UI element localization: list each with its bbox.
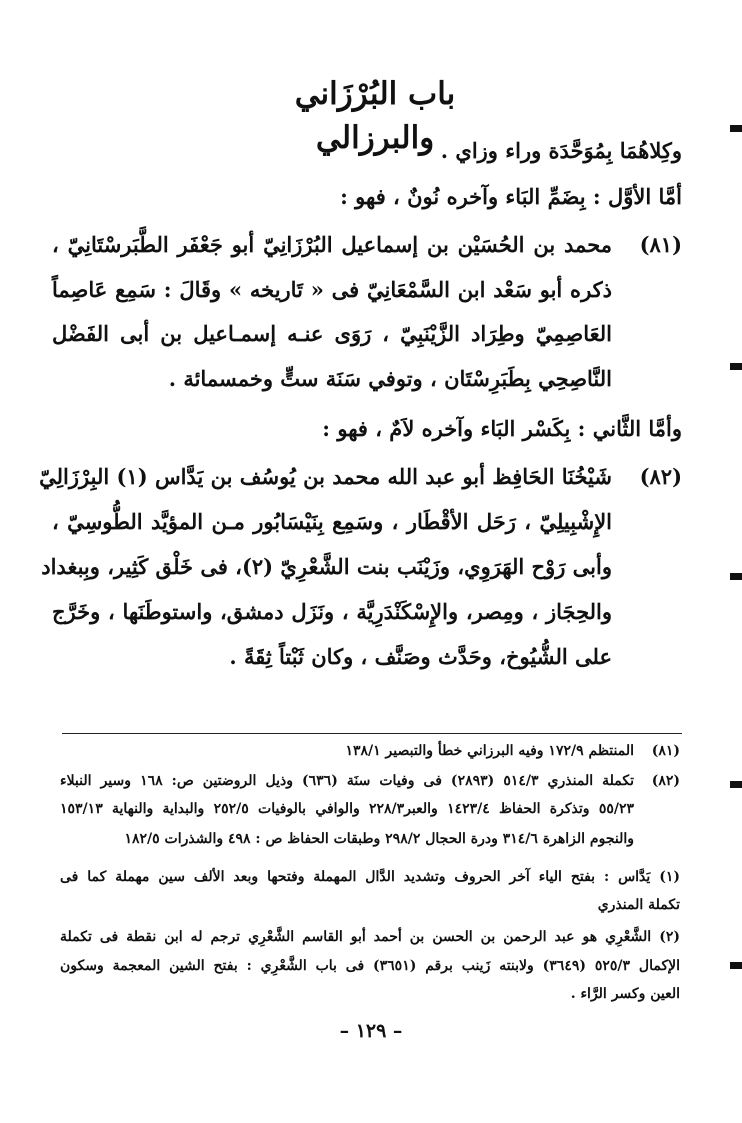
entry-number: (٨٢) [639, 464, 682, 489]
section-heading-2: وأمَّا الثَّاني : بِكَسْر البَاء وآخره لاَمٌ ، فهو : [322, 416, 682, 441]
entry-line: ذكره أبو سَعْد ابن السَّمْعَانِيّ فى « تَاريخه » وقَالَ : سَمِع عَاصِماً [52, 277, 612, 302]
scan-edge-mark [730, 363, 742, 370]
chapter-title: باب البُرْزَاني والبرزالي [294, 76, 456, 156]
footnote-line: والنجوم الزاهرة ٣١٤/٦ ودرة الحجال ٢٩٨/٢ وطبقات الحفاظ ص : ٤٩٨ والشذرات ١٨٢/٥ [124, 831, 634, 847]
footnote-line: تكملة المنذري ٥١٤/٣ (٢٨٩٣) فى وفيات سنَة (٦٣٦) وذيل الروضتين ص: ١٦٨ وسير النبلاء [60, 773, 634, 789]
footnote-number: (٨٢) [651, 773, 680, 789]
footnote-line: الإكمال ٥٢٥/٣ (٣٦٤٩) ولابنته زَينب برقم (٣٦٥١) فى باب الشَّعْرِي : بفتح الشين المعجمة وسكون [60, 958, 680, 974]
entry-number: (٨١) [639, 232, 682, 257]
entry-line: محمد بن الحُسَيْن بن إسماعيل البُرْزَانِيّ أبو جَعْفَر الطَّبَرسْتَانِيّ ، [52, 232, 612, 257]
entry-line: العَاصِمِيّ وطِرَاد الزَّيْنَبِيّ ، رَوَى عنـه إسمـاعيل بن أبى الفَضْل [52, 321, 612, 346]
scan-edge-mark [730, 125, 742, 132]
intro-line-1: وكِلاهُمَا بِمُوَحَّدَة وراء وزاي . [440, 138, 682, 163]
entry-line: النَّاصِحِي بِطَبَرِسْتَان ، وتوفي سَنَة ستٍّ وخمسمائة . [168, 366, 612, 391]
page-number: – ١٢٩ – [339, 1020, 403, 1042]
entry-line: على الشُّيُوخ، وحَدَّث وصَنَّف ، وكان ثَبْتاً ثِقَةً . [229, 644, 612, 669]
scan-edge-mark [730, 573, 742, 580]
scan-edge-mark [730, 781, 742, 788]
entry-line: الإِشْبِيلِيّ ، رَحَل الأقْطَار ، وسَمِع بِنَيْسَابُور مـن المؤيَّد الطُّوسِيّ ، [52, 509, 612, 534]
intro-line-2: أمَّا الأوَّل : بِضَمِّ البَاء وآخره نُونٌ ، فهو : [340, 184, 682, 209]
footnote-line: تكملة المنذري [597, 897, 680, 913]
footnote-line: العين وكسر الرَّاء . [570, 986, 680, 1002]
footnote-line: ٥٥/٢٣ وتذكرة الحفاظ ١٤٢٣/٤ والعبر٢٢٨/٣ والوافي بالوفيات ٢٥٢/٥ والبداية والنهاية ١٥٣/١٣ [60, 801, 635, 817]
footnote-line: (٢) الشَّعْرِي هو عبد الرحمن بن الحسن بن أحمد أبو القاسم الشَّعْرِي ترجم له ابن نقطة فى تكملة [60, 929, 680, 945]
footnote-line: المنتظم ١٧٢/٩ وفيه البرزاني خطأ والتبصير ١٣٨/١ [345, 743, 634, 759]
entry-line: وأبى رَوْح الهَرَوِي، وزَيْنَب بنت الشَّعْرِيّ (٢)، فى خَلْق كَثِير، وبِبغداد [41, 554, 612, 579]
footnote-divider [62, 733, 682, 734]
entry-line: والحِجَاز ، ومِصر، والإِسْكَنْدَرِيَّة ، ونَزَل دمشق، واستوطَنَها ، وخَرَّج [52, 599, 612, 624]
footnote-line: (١) يَدَّاس : بفتح الياء آخر الحروف وتشديد الدَّال المهملة وفتحها وبعد الألف سين مهملة كما فى [60, 869, 680, 885]
scan-edge-mark [730, 962, 742, 969]
entry-line: شَيْخُنَا الحَافِظ أبو عبد الله محمد بن يُوسُف بن يَدَّاس (١) البِرْزَالِيّ [39, 464, 612, 489]
footnote-number: (٨١) [651, 743, 680, 759]
